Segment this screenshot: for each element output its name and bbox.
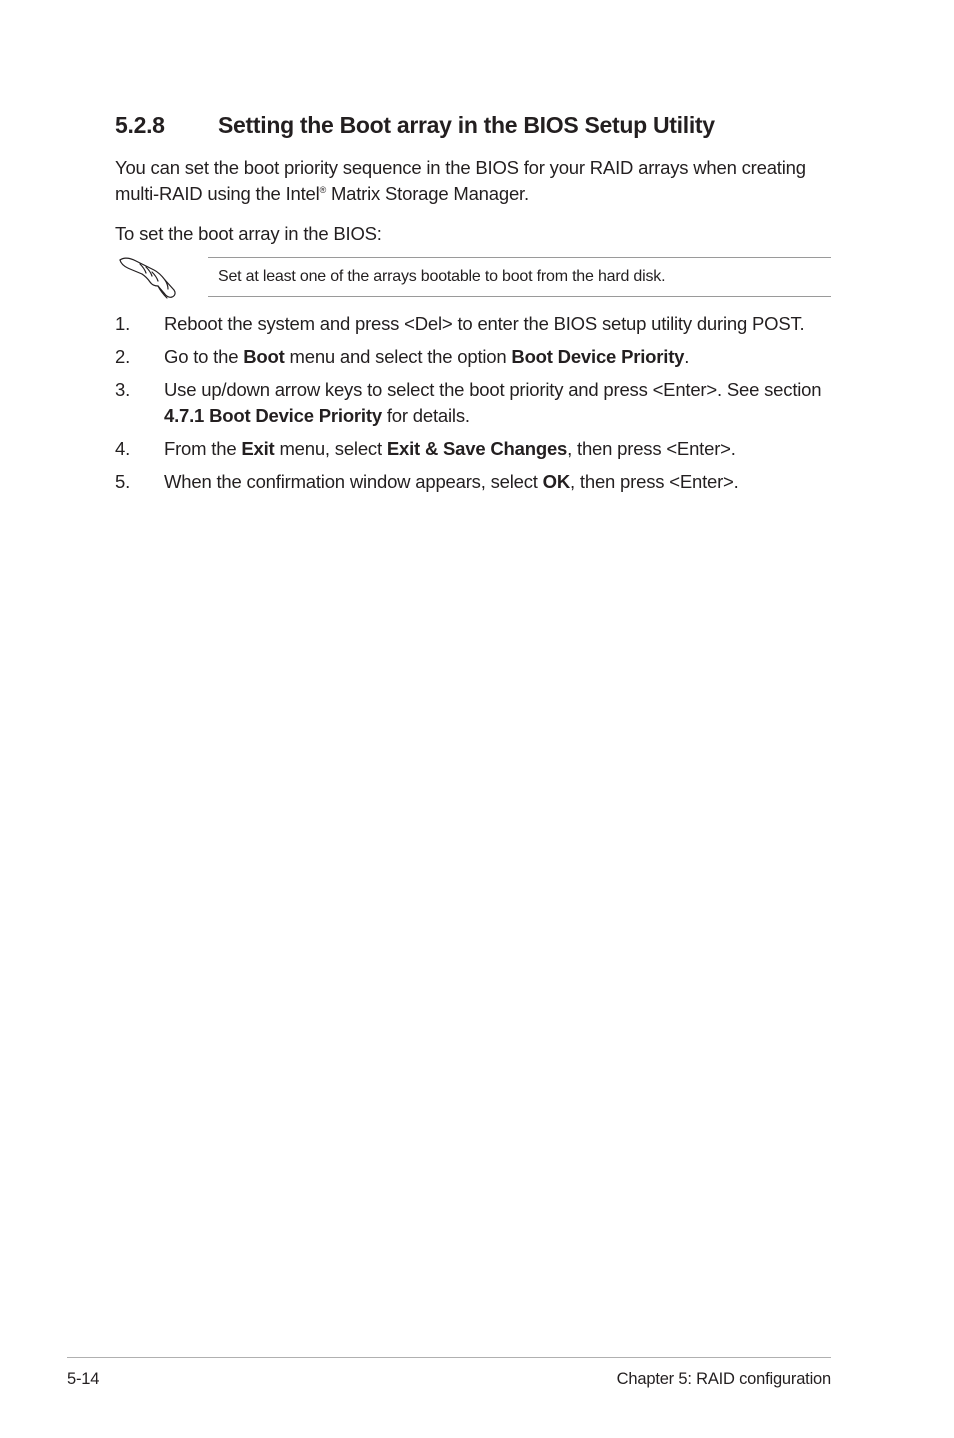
footer-divider <box>67 1357 831 1358</box>
intro-paragraph <box>115 155 835 207</box>
note-text: Set at least one of the arrays bootable to boot from the hard disk. <box>218 268 666 285</box>
registered-mark: ® <box>319 185 326 195</box>
step-text: , then press <Enter>. <box>570 471 739 492</box>
step-number: 3. <box>115 379 131 400</box>
pointing-hand-icon <box>118 252 180 300</box>
step-text: menu and select the option <box>284 346 512 367</box>
step-item <box>115 436 835 462</box>
step-text: Reboot the system and press <Del> to enter the BIOS setup utility during POST. <box>164 313 805 334</box>
chapter-title: Chapter 5: RAID configuration <box>616 1370 831 1388</box>
option-name: Exit & Save Changes <box>386 438 568 459</box>
step-text: Go to the <box>164 346 244 367</box>
steps-list <box>115 311 835 502</box>
menu-name: Boot <box>243 346 285 367</box>
step-item <box>115 469 835 495</box>
note-box <box>208 257 831 297</box>
step-text: . <box>684 346 690 367</box>
page-number: 5-14 <box>67 1370 100 1388</box>
step-item <box>115 377 835 429</box>
option-name: Boot Device Priority <box>511 346 685 367</box>
step-text: Use up/down arrow keys to select the boot priority and press <Enter>. See section <box>164 379 822 400</box>
step-item <box>115 311 835 337</box>
option-name: OK <box>542 471 571 492</box>
section-number: 5.2.8 <box>115 112 165 138</box>
intro-text-part2: Matrix Storage Manager. <box>326 183 529 204</box>
step-text: for details. <box>381 405 470 426</box>
intro-text-part1: You can set the boot priority sequence in the BIOS for your RAID arrays when creating multi-RAID using the Intel <box>115 157 806 204</box>
step-text: From the <box>164 438 242 459</box>
step-text: , then press <Enter>. <box>567 438 736 459</box>
section-heading <box>115 112 715 139</box>
step-text: When the confirmation window appears, select <box>164 471 543 492</box>
step-item <box>115 344 835 370</box>
step-number: 2. <box>115 346 131 367</box>
section-reference: 4.7.1 Boot Device Priority <box>164 405 382 426</box>
section-title: Setting the Boot array in the BIOS Setup Utility <box>218 112 715 138</box>
step-number: 1. <box>115 313 131 334</box>
instructions-lead: To set the boot array in the BIOS: <box>115 223 382 244</box>
menu-name: Exit <box>241 438 275 459</box>
step-text: menu, select <box>274 438 387 459</box>
step-number: 5. <box>115 471 131 492</box>
step-number: 4. <box>115 438 131 459</box>
